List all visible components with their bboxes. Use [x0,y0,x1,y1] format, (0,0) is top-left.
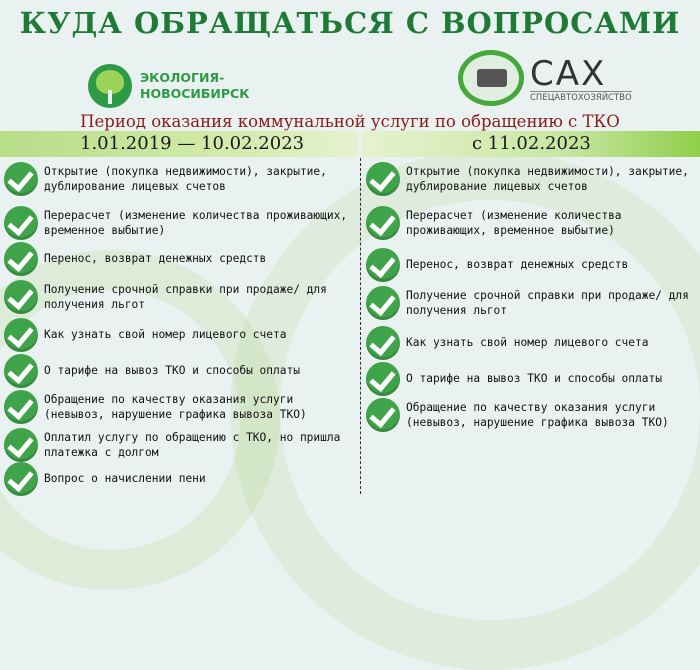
checkmark-icon [4,280,38,314]
period-title: Период оказания коммунальной услуги по обращению с ТКО [80,112,620,131]
logo-line-1: ЭКОЛОГИЯ- [140,70,225,85]
list-item: Как узнать свой номер лицевого счета [366,326,648,360]
list-item: Как узнать свой номер лицевого счета [4,318,286,352]
checkmark-icon [4,162,38,196]
checkmark-icon [366,362,400,396]
tree-icon [88,64,132,108]
list-item: Получение срочной справки при продаже/ для получения льгот [366,286,696,320]
left-period-dates: 1.01.2019 — 10.02.2023 [80,133,305,154]
checkmark-icon [4,354,38,388]
checkmark-icon [4,462,38,496]
sah-logo-name: САХ [530,54,607,94]
checkmark-icon [4,318,38,352]
checkmark-icon [366,398,400,432]
list-item: Оплатил услугу по обращению с ТКО, но пришла платежка с долгом [4,428,356,462]
list-item: Вопрос о начислении пени [4,462,206,496]
list-item: Обращение по качеству оказания услуги (невывоз, нарушение графика вывоза ТКО) [4,390,356,424]
checkmark-icon [366,326,400,360]
list-item: Перенос, возврат денежных средств [4,242,266,276]
list-item: Перенос, возврат денежных средств [366,248,628,282]
truck-icon [458,50,524,106]
column-divider [360,158,361,494]
right-period-bar [362,131,700,157]
page-title: КУДА ОБРАЩАТЬСЯ С ВОПРОСАМИ [19,6,681,40]
checkmark-icon [4,242,38,276]
checkmark-icon [366,162,400,196]
checkmark-icon [366,206,400,240]
sah-logo-subtitle: СПЕЦАВТОХОЗЯЙСТВО [530,93,632,103]
checkmark-icon [4,206,38,240]
checkmark-icon [366,286,400,320]
checkmark-icon [366,248,400,282]
list-item: О тарифе на вывоз ТКО и способы оплаты [4,354,300,388]
checkmark-icon [4,390,38,424]
list-item: О тарифе на вывоз ТКО и способы оплаты [366,362,662,396]
right-period-dates: с 11.02.2023 [472,133,591,154]
list-item: Открытие (покупка недвижимости), закрытие, дублирование лицевых счетов [366,162,696,196]
left-period-bar [0,131,358,157]
checkmark-icon [4,428,38,462]
list-item: Получение срочной справки при продаже/ для получения льгот [4,280,356,314]
ecology-novosibirsk-logo [88,64,249,108]
list-item: Перерасчет (изменение количества проживающих, временное выбытие) [366,206,696,240]
list-item: Перерасчет (изменение количества проживающих, временное выбытие) [4,206,356,240]
logo-line-2: НОВОСИБИРСК [140,86,250,101]
list-item: Открытие (покупка недвижимости), закрытие, дублирование лицевых счетов [4,162,356,196]
list-item: Обращение по качеству оказания услуги (невывоз, нарушение графика вывоза ТКО) [366,398,696,432]
sah-logo [458,50,658,106]
